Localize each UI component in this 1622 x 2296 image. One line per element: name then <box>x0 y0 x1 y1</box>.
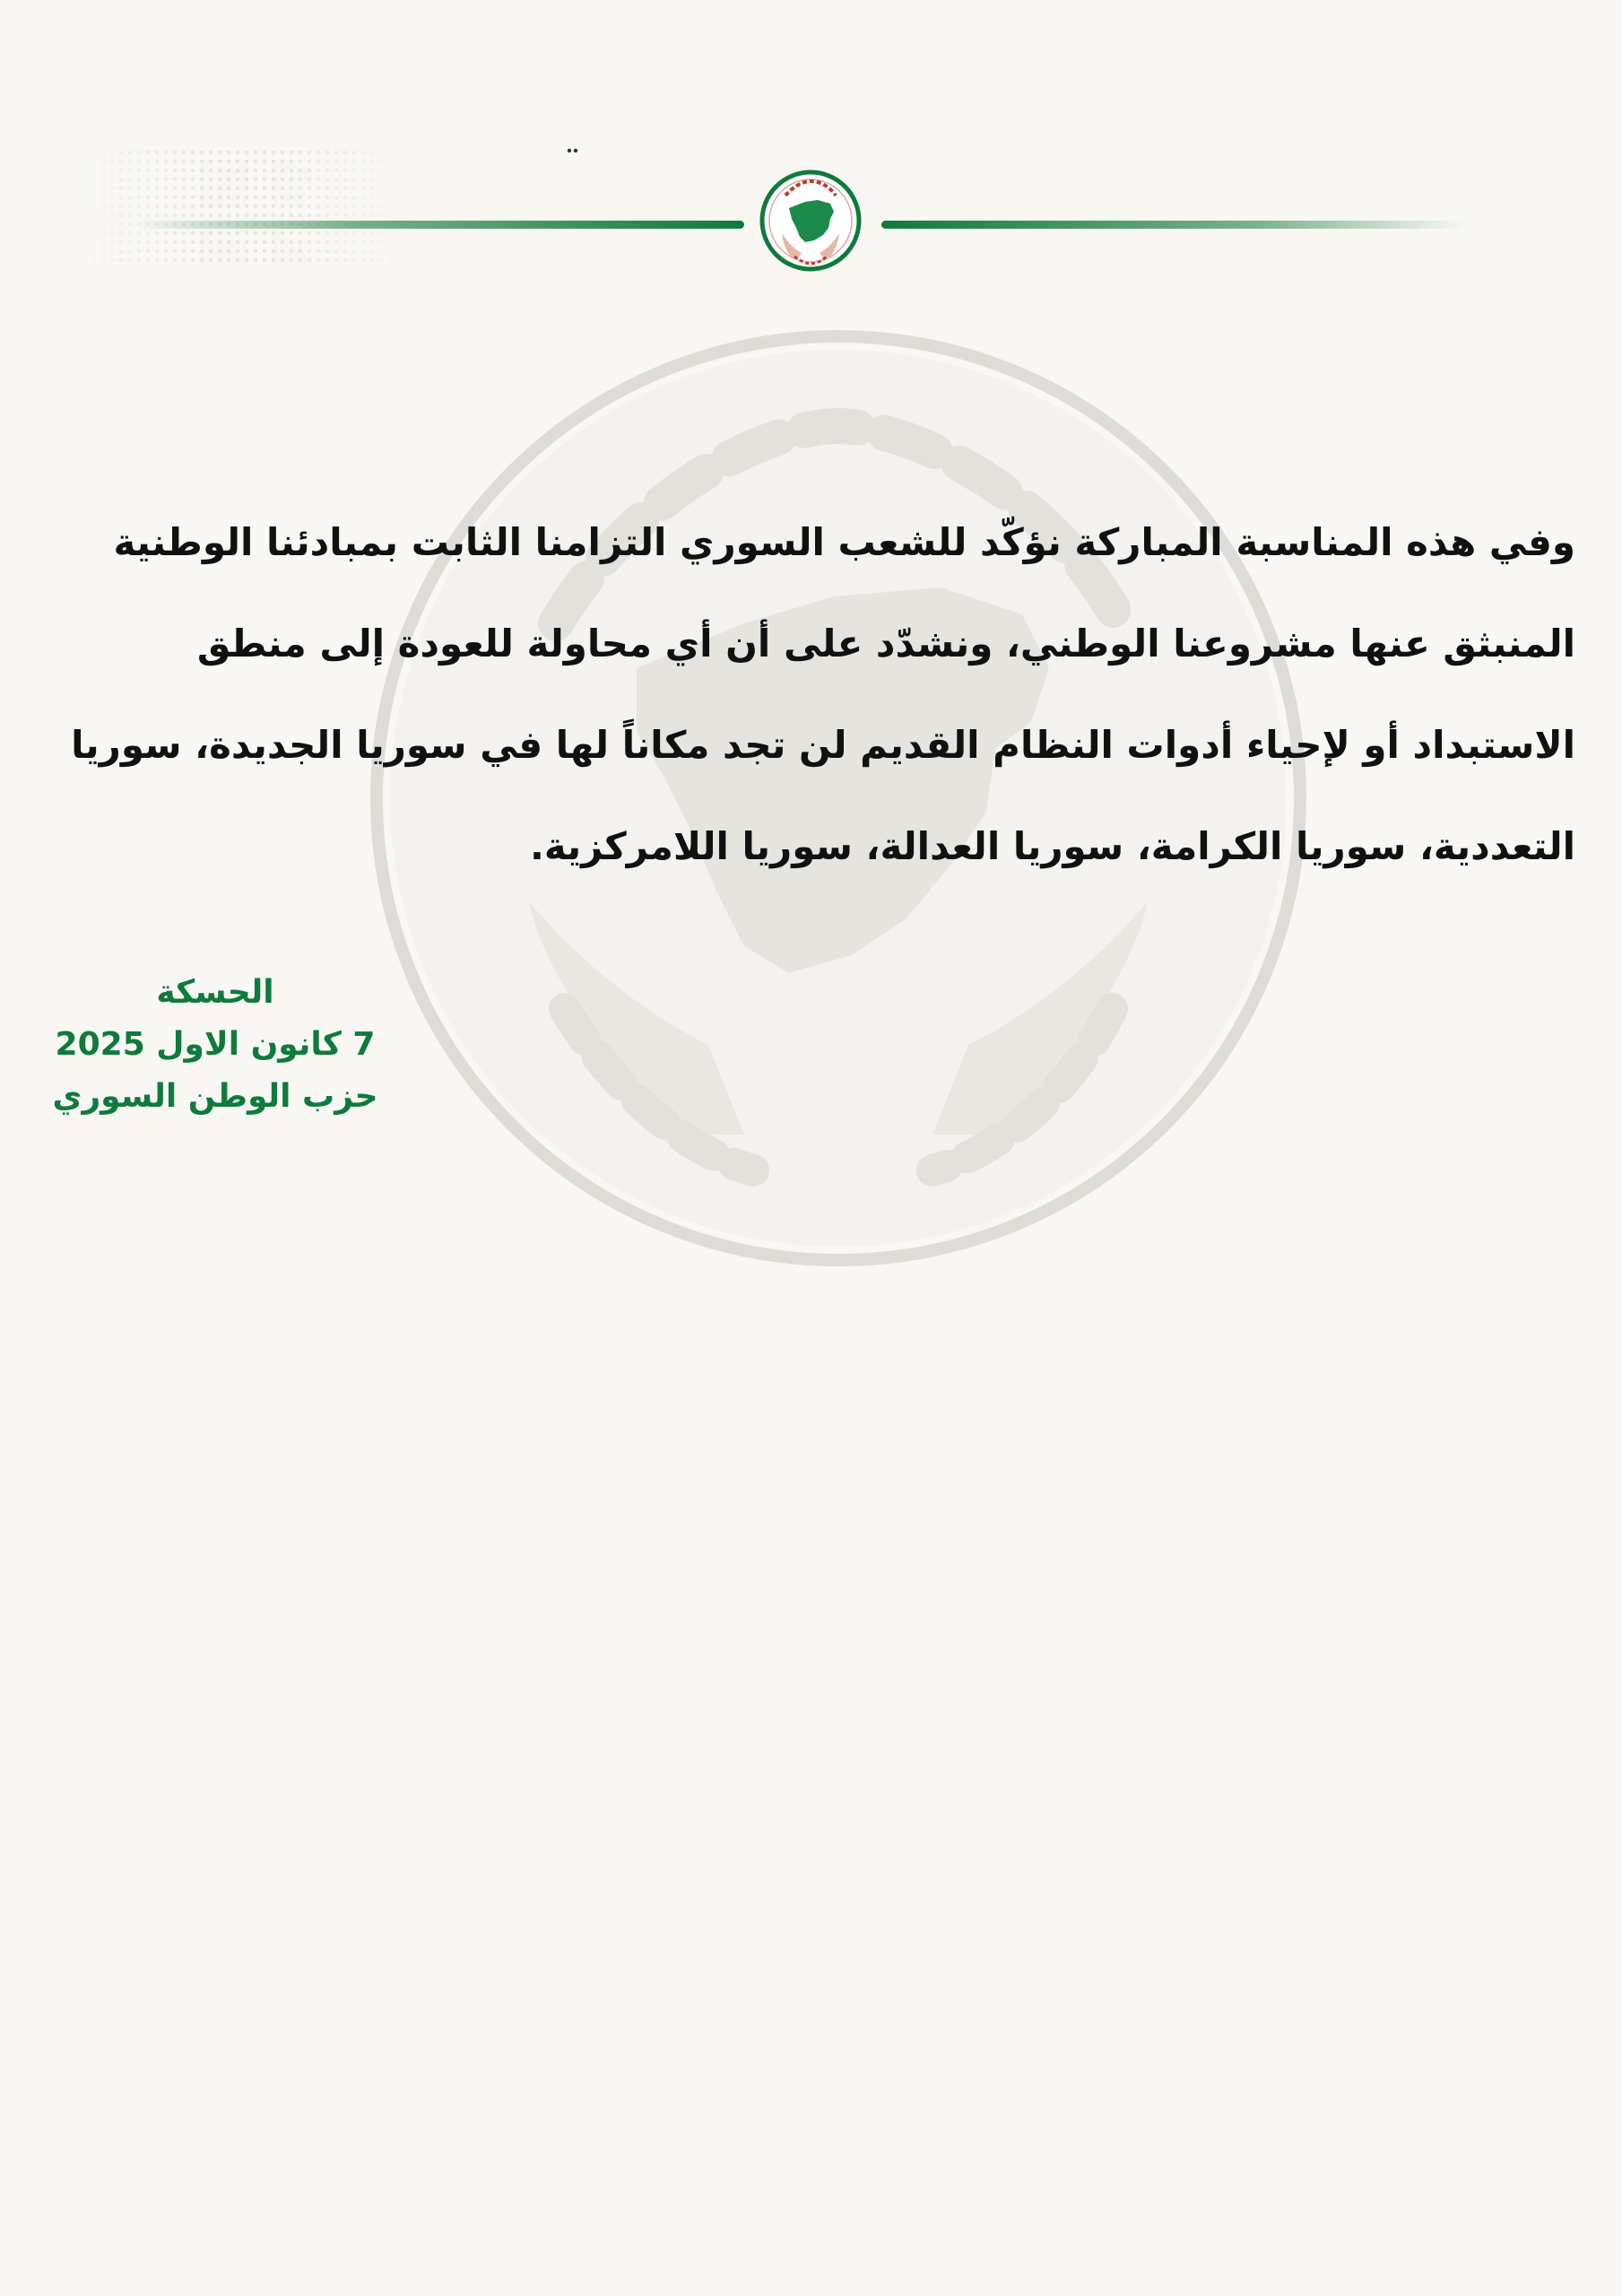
body-line-1: وفي هذه المناسبة المباركة نؤكّد للشعب السوري التزامنا الثابت بمبادئنا الوطنية <box>113 520 1575 564</box>
header-rule-right <box>881 221 1464 229</box>
header-dot-pattern <box>72 148 412 265</box>
body-paragraph <box>51 491 1575 897</box>
party-logo-icon <box>759 169 863 273</box>
body-line-4: التعددية، سوريا الكرامة، سوريا العدالة، سوريا اللامركزية. <box>529 824 1575 868</box>
signature-date: 7 كانون الاول 2025 <box>55 1026 376 1063</box>
small-mark-icon <box>567 148 579 153</box>
signature-party: حزب الوطن السوري <box>52 1078 378 1115</box>
signature-city: الحسكة <box>156 974 274 1011</box>
header-rule-left <box>134 221 744 229</box>
signature-block <box>36 967 395 1123</box>
body-line-3: الاستبداد أو لإحياء أدوات النظام القديم لن تجد مكاناً لها في سوريا الجديدة، سوريا <box>71 723 1575 767</box>
body-line-2: المنبثق عنها مشروعنا الوطني، ونشدّد على أن أي محاولة للعودة إلى منطق <box>196 622 1575 665</box>
